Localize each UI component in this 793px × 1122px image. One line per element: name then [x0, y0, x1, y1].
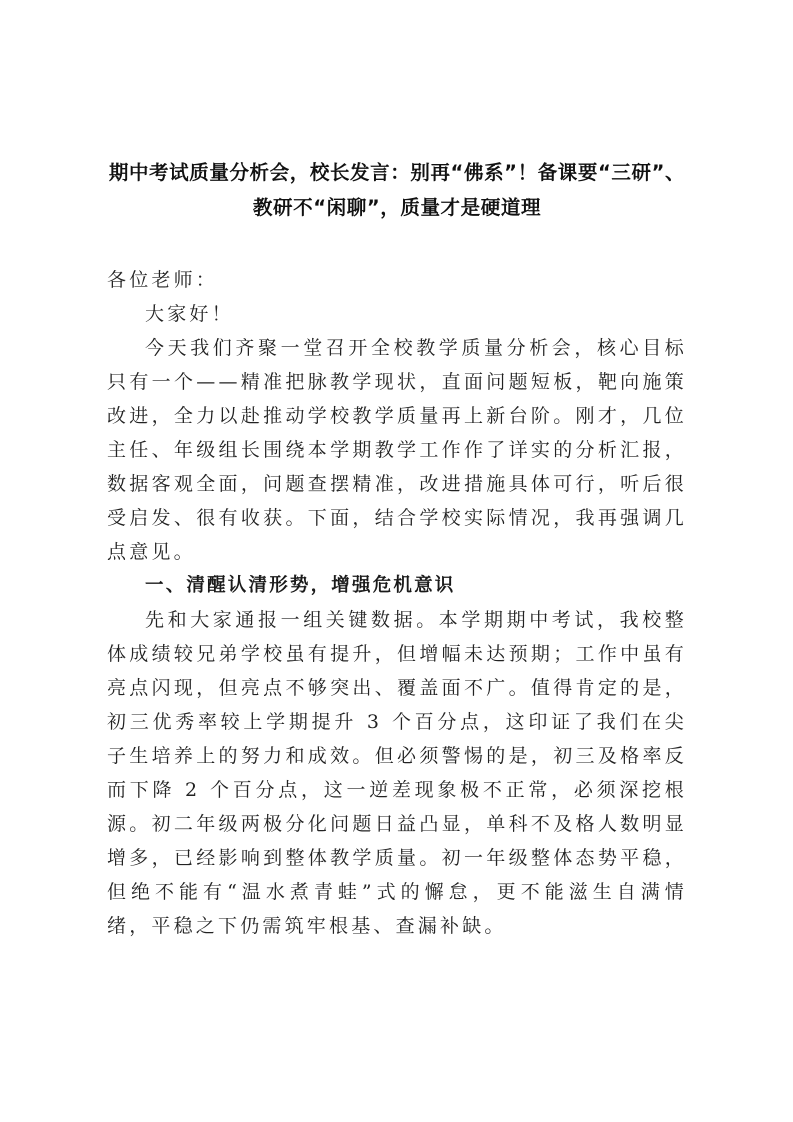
document-page	[107, 155, 687, 943]
section-paragraph: 先和大家通报一组关键数据。本学期期中考试，我校整体成绩较兄弟学校虽有提升，但增幅未达预期；工作中虽有亮点闪现，但亮点不够突出、覆盖面不广。值得肯定的是，初三优秀率较上学期提升 3 个百分点，这印证了我们在尖子生培养上的努力和成效。但必须警惕的是，初三及格率反而下降 2 个百分点，这一逆差现象极不正常，必须深挖根源。初二年级两极分化问题日益凸显，单科不及格人数明显增多，已经影响到整体教学质量。初一年级整体态势平稳，但绝不能有“温水煮青蛙”式的懈怠，更不能滋生自满情绪，平稳之下仍需筑牢根基、查漏补缺。	[107, 609, 687, 937]
intro-paragraph: 今天我们齐聚一堂召开全校教学质量分析会，核心目标只有一个——精准把脉教学现状，直面问题短板，靶向施策改进，全力以赴推动学校教学质量再上新台阶。刚才，几位主任、年级组长围绕本学期教学工作作了详实的分析汇报，数据客观全面，问题查摆精准，改进措施具体可行，听后很受启发、很有收获。下面，结合学校实际情况，我再强调几点意见。	[107, 337, 687, 563]
salutation: 各位老师：	[107, 269, 219, 291]
document-title: 期中考试质量分析会，校长发言：别再“佛系”！备课要“三研”、教研不“闲聊”，质量才是硬道理	[108, 161, 686, 219]
greeting: 大家好！	[145, 303, 234, 325]
section-heading: 一、清醒认清形势，增强危机意识	[145, 575, 456, 596]
